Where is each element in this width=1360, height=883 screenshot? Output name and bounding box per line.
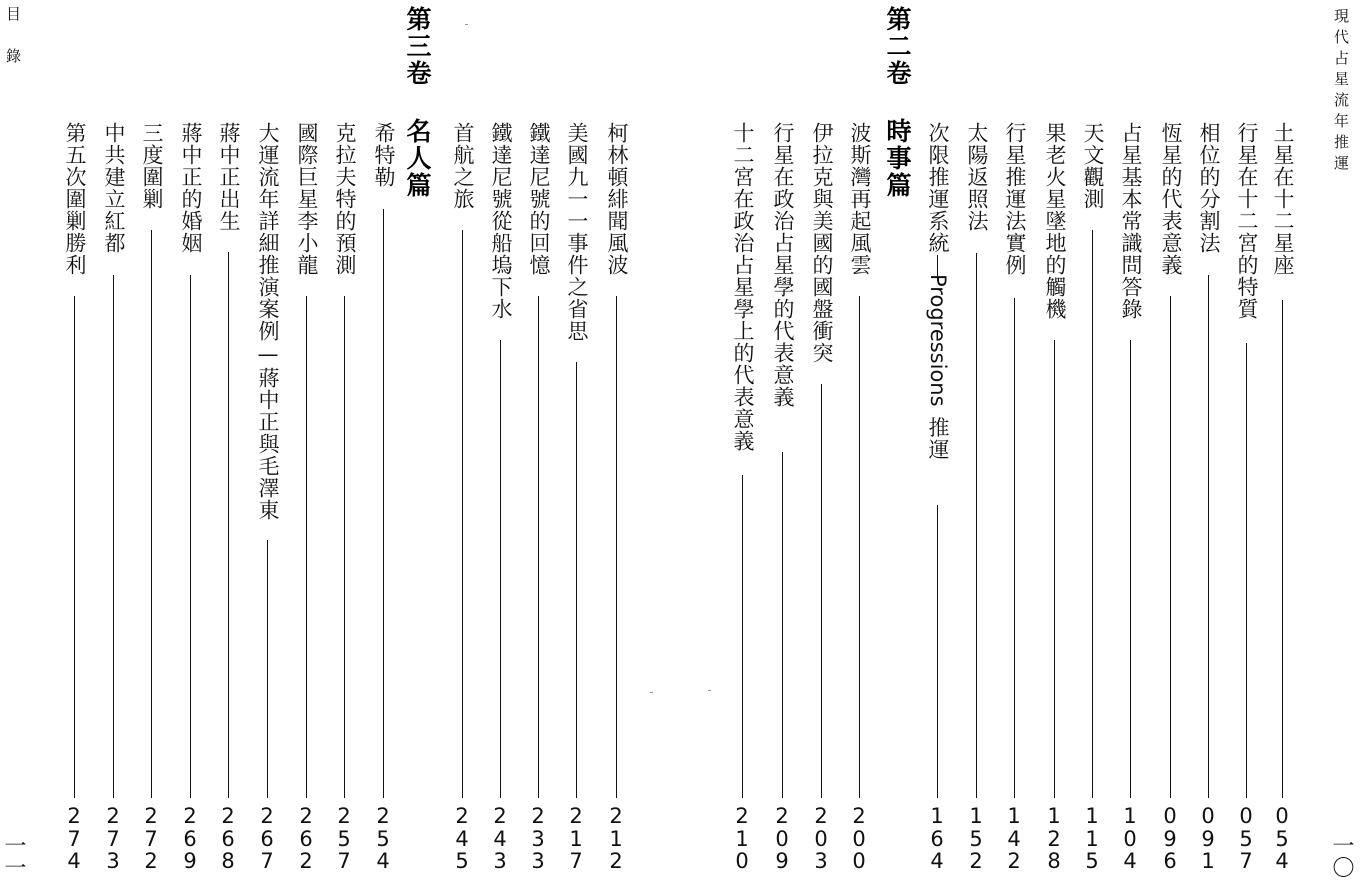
page-digit: 5 [969, 826, 983, 851]
left-page-label: 目 錄 [4, 6, 22, 69]
toc-entry-title: 太陽返照法 [965, 122, 989, 232]
dot-leader [742, 475, 743, 798]
toc-page-number [606, 805, 626, 873]
toc-page-number [1198, 805, 1218, 873]
page-digit: 2 [260, 804, 274, 828]
page-digit: 2 [1007, 849, 1021, 874]
page-digit: 2 [609, 849, 623, 874]
page-digit: 8 [1047, 849, 1061, 874]
toc-page-number [452, 805, 472, 873]
toc-entry-title: 恆星的代表意義 [1159, 122, 1183, 276]
toc-entry-title: 中共建立紅都 [102, 122, 126, 254]
toc-page-number [64, 805, 84, 873]
toc-entry-title: 行星在政治占星學的代表意義 [771, 122, 795, 408]
page-digit: 4 [930, 849, 944, 874]
toc-page-number [849, 805, 869, 873]
page-digit: 4 [1007, 826, 1021, 851]
entry-gap [938, 407, 939, 417]
toc-entry-title: 蔣中正出生 [217, 122, 241, 232]
dot-leader [576, 362, 577, 798]
page-digit: 5 [455, 849, 469, 874]
page-digit: 2 [299, 804, 313, 828]
page-digit: 0 [1163, 804, 1177, 828]
scan-speck [465, 24, 468, 25]
toc-page-number [1004, 805, 1024, 873]
page-digit: 1 [969, 804, 983, 828]
scan-speck [708, 690, 711, 691]
toc-page-number [373, 805, 393, 873]
page-digit: 1 [1085, 804, 1099, 828]
page-digit: 6 [260, 826, 274, 851]
page-digit: 3 [106, 849, 120, 874]
page-digit: 2 [144, 849, 158, 874]
toc-page-number [180, 805, 200, 873]
toc-page-number [811, 805, 831, 873]
page-digit: 2 [183, 804, 197, 828]
page-digit: 0 [1201, 804, 1215, 828]
toc-entry-title-suffix: 推運 [926, 416, 950, 461]
page-digit: 1 [735, 826, 749, 851]
toc-page-number [1044, 805, 1064, 873]
page-digit: 2 [376, 804, 390, 828]
page-digit: 5 [1085, 849, 1099, 874]
toc-entry-title: 三度圍剿 [140, 122, 164, 210]
page-digit: 9 [775, 849, 789, 874]
toc-page-number [528, 805, 548, 873]
page-digit: 2 [337, 804, 351, 828]
dot-leader [1130, 340, 1131, 798]
dot-leader [267, 540, 268, 798]
page-digit: 5 [337, 826, 351, 851]
toc-page-number [103, 805, 123, 873]
toc-page-number [1082, 805, 1102, 873]
page-digit: 8 [221, 849, 235, 874]
toc-page-number [490, 805, 510, 873]
page-digit: 2 [609, 804, 623, 828]
page-digit: 7 [1239, 849, 1253, 874]
page-digit: 1 [609, 826, 623, 851]
dot-leader [306, 296, 307, 798]
toc-entry-title: 占星基本常識問答錄 [1119, 122, 1143, 320]
page-digit: 2 [852, 804, 866, 828]
page-digit: 2 [569, 804, 583, 828]
toc-entry-title: 美國九一一事件之省思 [565, 122, 589, 342]
page-digit: 9 [1163, 826, 1177, 851]
page-digit: 9 [183, 849, 197, 874]
toc-entry-title: 行星在十二宮的特質 [1235, 122, 1259, 320]
folio-right: 一〇 [1329, 834, 1354, 878]
toc-entry-title: 大運流年詳細推演案例—蔣中正與毛澤東 [256, 122, 280, 521]
toc-entry-title: 鐵達尼號的回憶 [527, 122, 551, 276]
dot-leader [1054, 340, 1055, 798]
page-digit: 2 [969, 849, 983, 874]
toc-entry-title: 果老火星墜地的觸機 [1043, 122, 1067, 320]
page-digit: 3 [531, 826, 545, 851]
toc-entry-title: 波斯灣再起風雲 [848, 122, 872, 276]
toc-entry-title: 第五次圍剿勝利 [63, 122, 87, 276]
page-digit: 5 [376, 826, 390, 851]
toc-entry-title: 行星推運法實例 [1003, 122, 1027, 276]
page-digit: 3 [493, 849, 507, 874]
running-title: 現代占星流年推運 [1332, 8, 1350, 176]
toc-page-number [566, 805, 586, 873]
dot-leader [1092, 230, 1093, 798]
toc-entry-title: 蔣中正的婚姻 [179, 122, 203, 254]
page-digit: 6 [299, 826, 313, 851]
dot-leader [113, 275, 114, 798]
page-digit: 0 [1123, 826, 1137, 851]
page-digit: 7 [67, 826, 81, 851]
toc-page-number [732, 805, 752, 873]
page-digit: 4 [493, 826, 507, 851]
page-digit: 1 [1201, 849, 1215, 874]
page-digit: 6 [930, 826, 944, 851]
dot-leader [1246, 343, 1247, 798]
scan-speck [650, 692, 653, 693]
toc-page-number [257, 805, 277, 873]
page-digit: 1 [569, 826, 583, 851]
dot-leader [344, 296, 345, 798]
page-digit: 0 [852, 849, 866, 874]
page-digit: 4 [376, 849, 390, 874]
page-digit: 1 [1123, 804, 1137, 828]
page-digit: 0 [775, 826, 789, 851]
page-digit: 0 [814, 826, 828, 851]
dot-leader [1170, 296, 1171, 798]
page-digit: 2 [67, 804, 81, 828]
dot-leader [190, 275, 191, 798]
page-digit: 4 [455, 826, 469, 851]
volume-3-heading: 第三卷 [403, 6, 432, 87]
page-digit: 0 [852, 826, 866, 851]
page-digit: 1 [1085, 826, 1099, 851]
page-digit: 1 [1007, 804, 1021, 828]
page-digit: 6 [221, 826, 235, 851]
page-digit: 5 [1275, 826, 1289, 851]
page-digit: 6 [183, 826, 197, 851]
dot-leader [616, 296, 617, 798]
dot-leader [976, 253, 977, 798]
page-digit: 0 [735, 849, 749, 874]
toc-page-number [772, 805, 792, 873]
page-digit: 7 [337, 849, 351, 874]
dot-leader [1014, 298, 1015, 798]
page-digit: 2 [144, 804, 158, 828]
dot-leader [538, 296, 539, 798]
toc-entry-title: 伊拉克與美國的國盤衝突 [810, 122, 834, 364]
page-digit: 4 [1123, 849, 1137, 874]
dot-leader [782, 452, 783, 798]
page-digit: 0 [1275, 804, 1289, 828]
toc-entry-title: 十二宮在政治占星學上的代表意義 [731, 122, 755, 452]
page-digit: 3 [531, 849, 545, 874]
page-digit: 2 [735, 804, 749, 828]
toc-entry-title: 首航之旅 [451, 122, 475, 210]
page-digit: 2 [455, 804, 469, 828]
page-digit: 2 [221, 804, 235, 828]
dot-leader [937, 505, 938, 798]
toc-page-number [141, 805, 161, 873]
page-digit: 2 [775, 804, 789, 828]
toc-entry-title: 天文觀測 [1081, 122, 1105, 210]
dot-leader [383, 209, 384, 798]
dot-leader [228, 252, 229, 798]
page-digit: 4 [1275, 849, 1289, 874]
page-digit: 7 [569, 849, 583, 874]
page-digit: 5 [1239, 826, 1253, 851]
toc-entry-title: 克拉夫特的預測 [333, 122, 357, 276]
dot-leader [1282, 300, 1283, 798]
volume-2-heading: 第二卷 [883, 6, 912, 87]
title-dash [937, 255, 938, 281]
page-digit: 2 [1047, 826, 1061, 851]
dot-leader [500, 340, 501, 798]
dot-leader [151, 230, 152, 798]
toc-entry-title: 國際巨星李小龍 [295, 122, 319, 276]
toc-page-number [927, 805, 947, 873]
toc-entry-title: 希特勒 [372, 122, 396, 188]
page-digit: 4 [67, 849, 81, 874]
page-digit: 2 [493, 804, 507, 828]
toc-entry-title: 相位的分割法 [1197, 122, 1221, 254]
page-digit: 0 [1239, 804, 1253, 828]
toc-entry-title: 鐵達尼號從船塢下水 [489, 122, 513, 320]
page-digit: 7 [106, 826, 120, 851]
dot-leader [462, 230, 463, 798]
toc-entry-title: 土星在十二星座 [1271, 122, 1295, 276]
toc-entry-title-latin: Progressions [926, 274, 950, 407]
page-digit: 2 [531, 804, 545, 828]
page-digit: 7 [260, 849, 274, 874]
folio-left: 一一 [1, 834, 26, 878]
toc-page-number [1160, 805, 1180, 873]
page-digit: 3 [814, 849, 828, 874]
page-digit: 2 [106, 804, 120, 828]
toc-page-number [1272, 805, 1292, 873]
page-digit: 2 [814, 804, 828, 828]
page-digit: 6 [1163, 849, 1177, 874]
toc-entry-title: 柯林頓緋聞風波 [605, 122, 629, 276]
page-digit: 1 [1047, 804, 1061, 828]
dot-leader [1208, 275, 1209, 798]
volume-2-subheading: 時事篇 [883, 118, 912, 199]
toc-page-number [334, 805, 354, 873]
page-digit: 9 [1201, 826, 1215, 851]
page-digit: 2 [299, 849, 313, 874]
volume-3-subheading: 名人篇 [403, 118, 432, 199]
dot-leader [821, 384, 822, 798]
dot-leader [74, 296, 75, 798]
toc-entry-title [927, 122, 948, 461]
page-digit: 7 [144, 826, 158, 851]
toc-entry-title-main: 次限推運系統 [926, 122, 950, 254]
page-digit: 1 [930, 804, 944, 828]
toc-page-number [218, 805, 238, 873]
toc-page-number [296, 805, 316, 873]
toc-page-number [1236, 805, 1256, 873]
dot-leader [859, 296, 860, 798]
toc-page-number [1120, 805, 1140, 873]
toc-page-number [966, 805, 986, 873]
